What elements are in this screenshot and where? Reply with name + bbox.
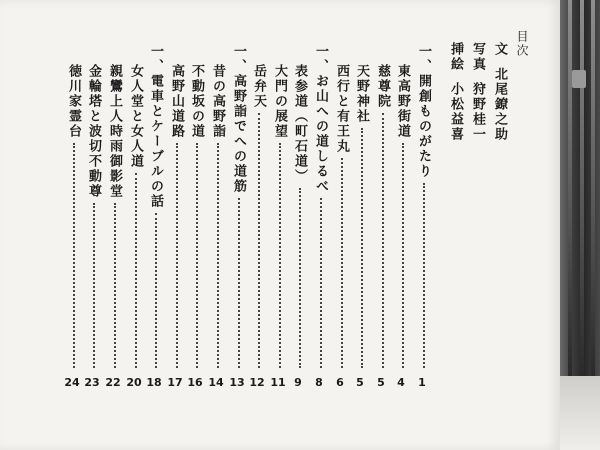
toc-entry (187, 64, 206, 139)
toc-entry (332, 64, 351, 154)
toc-page-number: 1 (418, 376, 426, 389)
toc-title: 目次 (515, 30, 529, 58)
toc-entry (84, 64, 103, 199)
toc-entry-label: 表参道（町石道） (292, 64, 307, 184)
credit-author (490, 42, 509, 142)
credit-illustrator (446, 42, 465, 142)
toc-leader-dots (279, 143, 281, 368)
toc-page-number: 23 (84, 376, 100, 389)
toc-page-number: 12 (249, 376, 265, 389)
toc-leader-dots (217, 143, 219, 368)
toc-leader-dots (93, 203, 95, 368)
toc-entry-label: 東高野街道 (395, 64, 410, 139)
toc-page-number: 18 (146, 376, 162, 389)
toc-entry-label: 女人堂と女人道 (128, 64, 143, 169)
toc-leader-dots (73, 143, 75, 368)
toc-entry-label: 岳弁天 (251, 64, 266, 109)
toc-leader-dots (423, 183, 425, 368)
toc-entry-label: 大門の展望 (272, 64, 287, 139)
toc-leader-dots (135, 173, 137, 368)
credit-role: 文 (492, 42, 507, 57)
credit-name: 小松益喜 (448, 82, 463, 142)
toc-entry-label: 一、開創ものがたり (416, 44, 431, 179)
credit-photographer (468, 42, 487, 142)
credit-role: 挿絵 (448, 42, 463, 72)
toc-entry-label: 金輪塔と波切不動尊 (86, 64, 101, 199)
toc-page-number: 16 (187, 376, 203, 389)
toc-entry-label: 昔の高野詣 (210, 64, 225, 139)
toc-page-number: 4 (397, 376, 405, 389)
toc-section-heading (311, 44, 330, 194)
toc-entry-label: 不動坂の道 (189, 64, 204, 139)
toc-leader-dots (258, 113, 260, 368)
toc-entry-label: 一、高野詣でへの道筋 (231, 44, 246, 194)
toc-entry (352, 64, 371, 124)
credit-role: 写真 (470, 42, 485, 72)
toc-page-number: 14 (208, 376, 224, 389)
toc-leader-dots (361, 128, 363, 368)
toc-leader-dots (299, 188, 301, 368)
toc-entry-label: 慈尊院 (375, 64, 390, 109)
toc-entry (373, 64, 392, 109)
toc-page-number: 20 (126, 376, 142, 389)
toc-entry (64, 64, 83, 139)
toc-leader-dots (402, 143, 404, 368)
toc-entry-label: 一、電車とケーブルの話 (148, 44, 163, 209)
toc-entry-label: 一、お山への道しるべ (313, 44, 328, 194)
toc-entry-label: 徳川家霊台 (66, 64, 81, 139)
toc-page-number: 22 (105, 376, 121, 389)
toc-page-number: 24 (64, 376, 80, 389)
toc-leader-dots (320, 198, 322, 368)
toc-entry (270, 64, 289, 139)
toc-entry (208, 64, 227, 139)
toc-page-number: 6 (336, 376, 344, 389)
toc-leader-dots (155, 213, 157, 368)
credit-name: 北尾鐐之助 (492, 67, 507, 142)
toc-section-heading (229, 44, 248, 194)
credit-name: 狩野桂一 (470, 82, 485, 142)
toc-entry (393, 64, 412, 139)
toc-page-number: 5 (356, 376, 364, 389)
toc-leader-dots (176, 143, 178, 368)
page-shadow (560, 376, 600, 450)
facing-page-photo (560, 0, 600, 376)
toc-leader-dots (196, 143, 198, 368)
toc-page-number: 8 (315, 376, 323, 389)
toc-entry (105, 64, 124, 199)
toc-leader-dots (341, 158, 343, 368)
toc-leader-dots (382, 113, 384, 368)
toc-page-number: 5 (377, 376, 385, 389)
toc-entry (249, 64, 268, 109)
toc-entry-label: 天野神社 (354, 64, 369, 124)
toc-entry (290, 64, 309, 184)
toc-entry (167, 64, 186, 139)
toc-page-number: 9 (294, 376, 302, 389)
toc-page-number: 13 (229, 376, 245, 389)
toc-page-number: 11 (270, 376, 286, 389)
toc-entry (126, 64, 145, 169)
toc-page-number: 17 (167, 376, 183, 389)
toc-section-heading (146, 44, 165, 209)
toc-leader-dots (114, 203, 116, 368)
toc-entry-label: 高野山道路 (169, 64, 184, 139)
toc-leader-dots (238, 198, 240, 368)
toc-section-heading (414, 44, 433, 179)
toc-entry-label: 親鸞上人時雨御影堂 (107, 64, 122, 199)
lantern-shape (572, 70, 586, 88)
toc-entry-label: 西行と有王丸 (334, 64, 349, 154)
